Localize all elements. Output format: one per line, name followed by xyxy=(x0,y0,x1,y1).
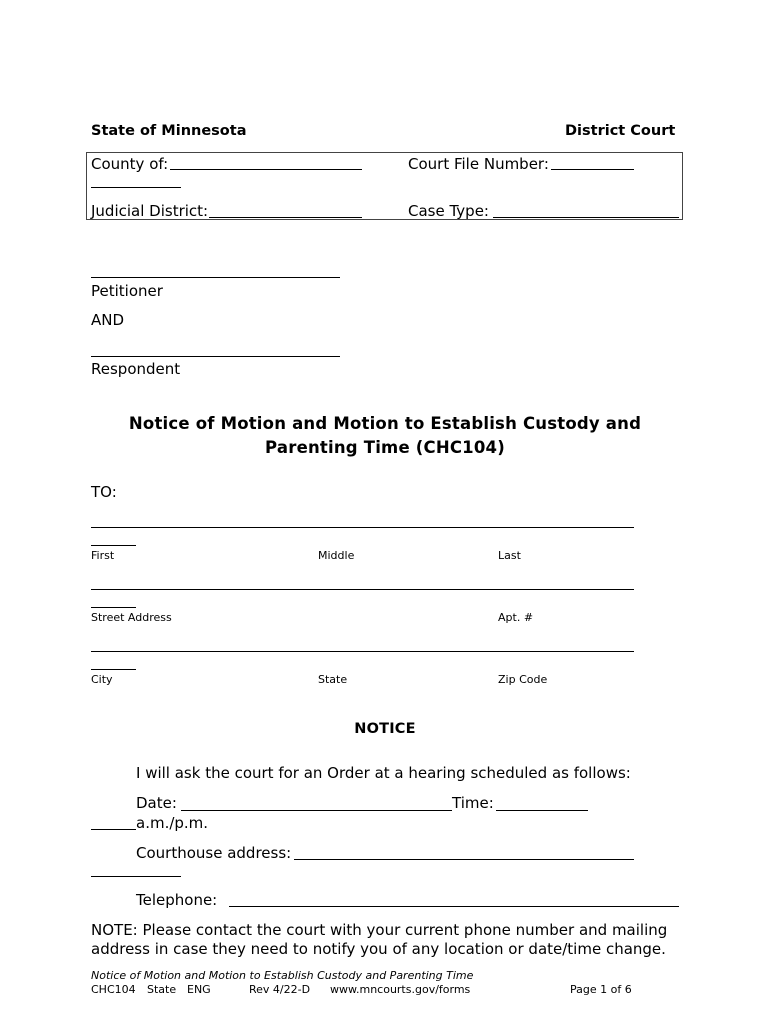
case-type-field[interactable] xyxy=(493,217,679,218)
court-file-number-label: Court File Number: xyxy=(408,155,549,173)
street-address-label: Street Address xyxy=(91,611,172,624)
street-address-field-continuation[interactable] xyxy=(91,607,136,608)
footer-language: ENG xyxy=(187,983,211,996)
footer-revision: Rev 4/22-D xyxy=(249,983,311,996)
court-file-number-field[interactable] xyxy=(551,169,634,170)
notice-heading: NOTICE xyxy=(354,721,416,737)
zip-code-label: Zip Code xyxy=(498,673,548,686)
petitioner-name-field[interactable] xyxy=(91,277,340,278)
judicial-district-field[interactable] xyxy=(209,217,362,218)
telephone-label: Telephone: xyxy=(136,891,218,909)
to-label: TO: xyxy=(91,483,117,501)
city-state-zip-field[interactable] xyxy=(91,651,634,652)
recipient-name-field[interactable] xyxy=(91,527,634,528)
state-heading: State of Minnesota xyxy=(91,123,247,139)
hearing-date-field[interactable] xyxy=(181,810,452,811)
apt-label: Apt. # xyxy=(498,611,534,624)
courthouse-address-field-continuation[interactable] xyxy=(91,876,181,877)
court-heading: District Court xyxy=(565,123,676,139)
recipient-name-field-continuation[interactable] xyxy=(91,545,136,546)
notice-intro: I will ask the court for an Order at a hearing scheduled as follows: xyxy=(136,764,631,782)
footer-page-number: Page 1 of 6 xyxy=(570,983,632,996)
hearing-time-field-continuation[interactable] xyxy=(91,829,136,830)
petitioner-label: Petitioner xyxy=(91,282,163,300)
judicial-district-label: Judicial District: xyxy=(91,202,209,220)
respondent-label: Respondent xyxy=(91,360,181,378)
case-type-label: Case Type: xyxy=(408,202,489,220)
county-field-continuation[interactable] xyxy=(91,187,181,188)
note-line-1: NOTE: Please contact the court with your current phone number and mailing xyxy=(91,921,668,939)
county-field[interactable] xyxy=(170,169,362,170)
city-state-zip-field-continuation[interactable] xyxy=(91,669,136,670)
respondent-name-field[interactable] xyxy=(91,356,340,357)
courthouse-address-field[interactable] xyxy=(294,859,634,860)
middle-name-label: Middle xyxy=(318,549,355,562)
last-name-label: Last xyxy=(498,549,521,562)
first-name-label: First xyxy=(91,549,115,562)
telephone-field[interactable] xyxy=(229,906,679,907)
form-title-line1: Notice of Motion and Motion to Establish Custody and xyxy=(128,414,642,433)
hearing-time-field[interactable] xyxy=(496,810,588,811)
note-line-2: address in case they need to notify you of any location or date/time change. xyxy=(91,940,666,958)
courthouse-address-label: Courthouse address: xyxy=(136,844,292,862)
state-label: State xyxy=(318,673,348,686)
footer-form-title: Notice of Motion and Motion to Establish Custody and Parenting Time xyxy=(91,969,474,982)
footer-form-code: CHC104 xyxy=(91,983,136,996)
street-address-field[interactable] xyxy=(91,589,634,590)
and-label: AND xyxy=(91,311,125,329)
footer-state: State xyxy=(147,983,177,996)
date-label: Date: xyxy=(136,794,177,812)
time-label: Time: xyxy=(452,794,494,812)
footer-url[interactable]: www.mncourts.gov/forms xyxy=(330,983,471,996)
county-label: County of: xyxy=(91,155,169,173)
am-pm-label: a.m./p.m. xyxy=(136,814,209,832)
city-label: City xyxy=(91,673,113,686)
form-title-line2: Parenting Time (CHC104) xyxy=(265,438,505,457)
